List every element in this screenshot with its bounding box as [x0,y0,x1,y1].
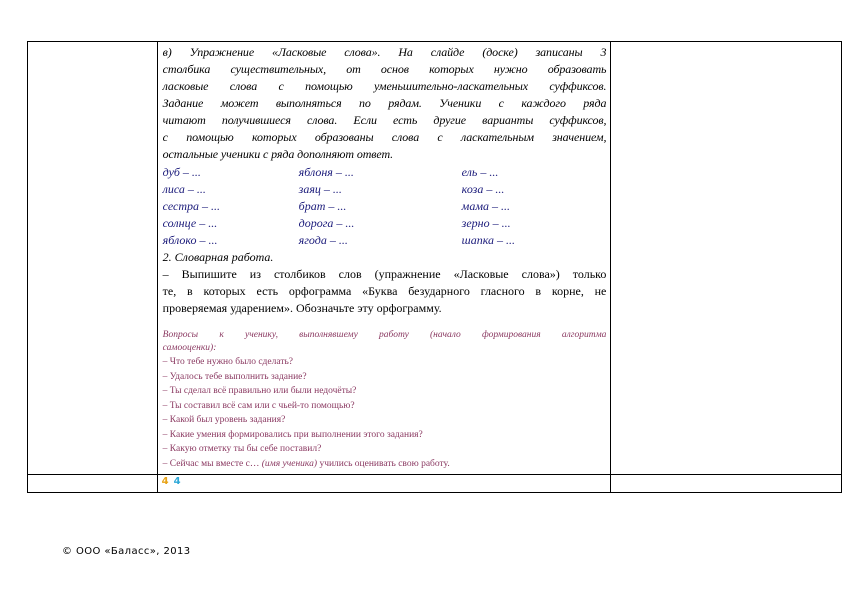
exercise-line: Задание может выполняться по рядам. Ученики с каждого ряда [162,96,607,110]
word-item: яблоко – ... [162,233,218,247]
exercise-line: читают получившиеся слова. Если есть другие варианты суффиксов, [162,113,607,127]
exercise-line: ласковые слова с помощью уменьшительно-ласкательных суффиксов. [162,79,607,93]
word-item: зерно – ... [461,216,511,230]
left-cell [28,42,158,475]
vocab-title: 2. Словарная работа. [162,250,274,264]
word-item: брат – ... [298,199,347,213]
word-row [163,164,607,181]
question-suffix: учились оценивать свою работу. [319,458,450,469]
word-columns [163,164,607,249]
vocab-line: – Выпишите из столбиков слов (упражнение «Ласковые слова») только [162,267,607,281]
question-item: – Какую отметку ты бы себе поставил? [162,444,322,454]
exercise-line: в) Упражнение «Ласковые слова». На слайде (доске) записаны 3 [162,45,607,59]
vocab-line: те, в которых есть орфограмма «Буква безударного гласного в корне, не [162,284,607,298]
self-assessment-questions [163,329,607,471]
question-item: – Ты составил всё сам или с чьей-то помощью? [162,400,355,411]
question-item: – Ты сделал всё правильно или были недочёты? [162,386,357,396]
word-row [163,232,607,249]
word-item: яблоня – ... [298,165,354,179]
question-item: – Удалось тебе выполнить задание? [162,371,307,382]
copyright-footer: © ООО «Баласс», 2013 [62,546,191,557]
word-item: ель – ... [461,165,499,179]
left-cell [28,475,158,493]
word-row [163,198,607,215]
table-row [28,42,842,475]
word-item: коза – ... [461,182,505,196]
question-item-last [163,457,607,472]
exercise-line: с помощью которых образованы слова с ласкательным значением, [162,130,607,144]
exercise-line: столбика существительных, от основ которых нужно образовать [162,62,607,76]
spacer [163,317,607,329]
content-cell [157,42,611,475]
word-item: сестра – ... [162,199,220,213]
word-item: ягода – ... [298,233,348,247]
word-item: дорога – ... [298,216,355,230]
page-number-cell [157,475,611,493]
table-row [28,475,842,493]
question-item: – Какие умения формировались при выполнении этого задания? [162,429,423,440]
word-row [163,215,607,232]
word-item: лиса – ... [162,182,206,196]
right-cell [611,475,842,493]
word-item: шапка – ... [461,233,516,247]
word-item: дуб – ... [162,165,201,179]
exercise-text [163,44,607,163]
word-item: солнце – ... [162,216,218,230]
questions-header: самооценки): [162,343,217,353]
question-italic: (имя ученика) [261,458,318,469]
word-item: мама – ... [461,199,510,213]
questions-header: Вопросы к ученику, выполнявшему работу (начало формирования алгоритма [162,330,607,340]
question-item: – Какой был уровень задания? [162,415,286,425]
lesson-table [27,41,842,493]
page-number: 4 [173,476,181,487]
page-number: 4 [161,476,169,487]
exercise-line: остальные ученики с ряда дополняют ответ. [162,147,394,161]
vocab-line: проверяемая ударением». Обозначьте эту орфограмму. [162,301,442,315]
word-row [163,181,607,198]
question-item: – Что тебе нужно было сделать? [162,357,294,367]
question-prefix: – Сейчас мы вместе с… [162,458,260,469]
word-item: заяц – ... [298,182,342,196]
right-cell [611,42,842,475]
